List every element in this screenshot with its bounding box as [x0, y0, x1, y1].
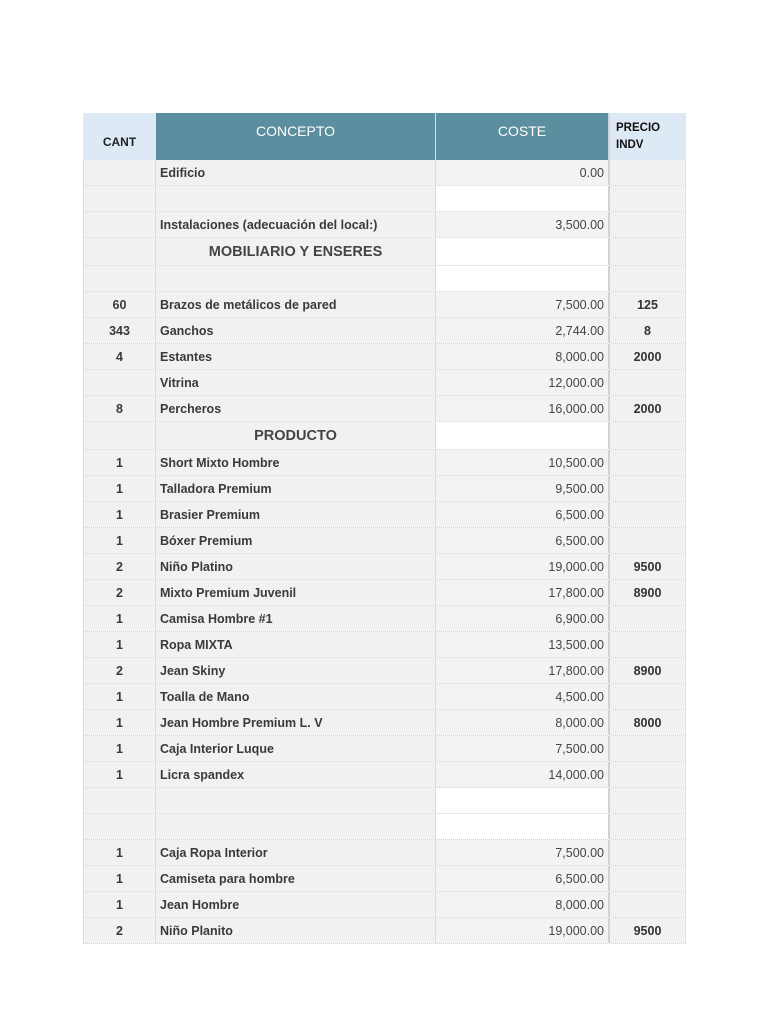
header-concepto[interactable]: CONCEPTO: [156, 113, 436, 160]
cell-coste[interactable]: 19,000.00: [436, 918, 610, 943]
cell-cant[interactable]: [83, 238, 156, 265]
cell-cant[interactable]: 1: [83, 710, 156, 735]
cell-cant[interactable]: 1: [83, 736, 156, 761]
table-row: [83, 736, 686, 762]
cell-concepto[interactable]: Niño Planito: [156, 918, 436, 943]
table-row: [83, 658, 686, 684]
cell-concepto[interactable]: [156, 186, 436, 211]
table-row: [83, 554, 686, 580]
cell-coste[interactable]: 6,900.00: [436, 606, 610, 631]
section-header-row: [83, 238, 686, 266]
cell-coste[interactable]: 8,000.00: [436, 892, 610, 917]
cell-coste[interactable]: [436, 814, 610, 839]
cell-concepto[interactable]: PRODUCTO: [156, 422, 436, 449]
cell-precio[interactable]: [610, 762, 686, 787]
cell-concepto[interactable]: Talladora Premium: [156, 476, 436, 501]
table-row: [83, 788, 686, 814]
cell-concepto[interactable]: Niño Platino: [156, 554, 436, 579]
cell-cant[interactable]: [83, 814, 156, 839]
section-header-row: [83, 422, 686, 450]
table-row: [83, 370, 686, 396]
cell-cant[interactable]: 1: [83, 476, 156, 501]
cell-precio[interactable]: [610, 370, 686, 395]
cell-cant[interactable]: 1: [83, 528, 156, 553]
cell-cant[interactable]: 4: [83, 344, 156, 369]
cell-concepto[interactable]: Toalla de Mano: [156, 684, 436, 709]
table-row: [83, 266, 686, 292]
header-precio-line1: PRECIO: [616, 121, 661, 134]
header-precio-line2: INDV: [616, 138, 644, 151]
table-row: [83, 814, 686, 840]
cell-coste[interactable]: 10,500.00: [436, 450, 610, 475]
cell-concepto[interactable]: [156, 814, 436, 839]
cell-concepto[interactable]: Caja Ropa Interior: [156, 840, 436, 865]
cell-precio[interactable]: [610, 422, 686, 449]
table-row: [83, 502, 686, 528]
cell-coste[interactable]: [436, 422, 610, 449]
cell-coste[interactable]: 0.00: [436, 160, 610, 185]
cell-coste[interactable]: 4,500.00: [436, 684, 610, 709]
cell-coste[interactable]: 7,500.00: [436, 736, 610, 761]
cell-coste[interactable]: 6,500.00: [436, 866, 610, 891]
cell-cant[interactable]: 60: [83, 292, 156, 317]
table-row: [83, 476, 686, 502]
table-row: [83, 632, 686, 658]
cell-precio[interactable]: [610, 892, 686, 917]
table-row: [83, 762, 686, 788]
cell-precio[interactable]: 8000: [610, 710, 686, 735]
cell-cant[interactable]: 1: [83, 762, 156, 787]
cell-coste[interactable]: [436, 788, 610, 813]
table-row: [83, 292, 686, 318]
cell-precio[interactable]: 9500: [610, 554, 686, 579]
cell-precio[interactable]: 2000: [610, 396, 686, 421]
table-row: [83, 892, 686, 918]
cell-cant[interactable]: 2: [83, 658, 156, 683]
table-body: [83, 160, 686, 944]
cell-precio[interactable]: 8900: [610, 580, 686, 605]
cell-concepto[interactable]: Licra spandex: [156, 762, 436, 787]
table-row: [83, 344, 686, 370]
cell-precio[interactable]: [610, 788, 686, 813]
cell-precio[interactable]: [610, 684, 686, 709]
cell-concepto[interactable]: [156, 788, 436, 813]
cell-coste[interactable]: [436, 186, 610, 211]
cell-concepto[interactable]: [156, 266, 436, 291]
cell-cant[interactable]: 2: [83, 580, 156, 605]
cell-concepto[interactable]: Caja Interior Luque: [156, 736, 436, 761]
cell-precio[interactable]: [610, 866, 686, 891]
cell-coste[interactable]: 7,500.00: [436, 840, 610, 865]
cell-cant[interactable]: 1: [83, 502, 156, 527]
cell-precio[interactable]: [610, 238, 686, 265]
cell-precio[interactable]: [610, 212, 686, 237]
table-header: [83, 113, 686, 160]
cell-precio[interactable]: 8: [610, 318, 686, 343]
cell-precio[interactable]: [610, 186, 686, 211]
cell-concepto[interactable]: Camiseta para hombre: [156, 866, 436, 891]
cell-coste[interactable]: 17,800.00: [436, 580, 610, 605]
table-row: [83, 866, 686, 892]
cell-cant[interactable]: 2: [83, 554, 156, 579]
cell-coste[interactable]: 16,000.00: [436, 396, 610, 421]
cell-coste[interactable]: 6,500.00: [436, 528, 610, 553]
cell-precio[interactable]: 8900: [610, 658, 686, 683]
cell-concepto[interactable]: Mixto Premium Juvenil: [156, 580, 436, 605]
cell-coste[interactable]: [436, 266, 610, 291]
cell-concepto[interactable]: Ganchos: [156, 318, 436, 343]
table-row: [83, 396, 686, 422]
table-row: [83, 684, 686, 710]
spreadsheet-table: [83, 113, 686, 944]
cell-precio[interactable]: [610, 502, 686, 527]
cell-coste[interactable]: 3,500.00: [436, 212, 610, 237]
cell-cant[interactable]: [83, 422, 156, 449]
header-cant[interactable]: CANT: [83, 113, 156, 160]
header-precio-indv[interactable]: [610, 113, 686, 160]
cell-concepto[interactable]: Jean Hombre: [156, 892, 436, 917]
cell-precio[interactable]: [610, 814, 686, 839]
cell-cant[interactable]: [83, 160, 156, 185]
cell-precio[interactable]: [610, 160, 686, 185]
cell-concepto[interactable]: Estantes: [156, 344, 436, 369]
table-row: [83, 840, 686, 866]
cell-cant[interactable]: [83, 212, 156, 237]
cell-cant[interactable]: 1: [83, 450, 156, 475]
cell-cant[interactable]: 1: [83, 684, 156, 709]
cell-concepto[interactable]: Brazos de metálicos de pared: [156, 292, 436, 317]
cell-concepto[interactable]: Ropa MIXTA: [156, 632, 436, 657]
cell-cant[interactable]: 2: [83, 918, 156, 943]
cell-concepto[interactable]: Bóxer Premium: [156, 528, 436, 553]
cell-coste[interactable]: 8,000.00: [436, 344, 610, 369]
cell-precio[interactable]: [610, 266, 686, 291]
cell-precio[interactable]: 2000: [610, 344, 686, 369]
cell-cant[interactable]: 1: [83, 632, 156, 657]
cell-concepto[interactable]: Edificio: [156, 160, 436, 185]
cell-concepto[interactable]: Jean Hombre Premium L. V: [156, 710, 436, 735]
cell-coste[interactable]: 2,744.00: [436, 318, 610, 343]
table-row: [83, 918, 686, 944]
cell-cant[interactable]: [83, 266, 156, 291]
table-row: [83, 450, 686, 476]
cell-cant[interactable]: [83, 186, 156, 211]
cell-cant[interactable]: [83, 370, 156, 395]
cell-coste[interactable]: 8,000.00: [436, 710, 610, 735]
table-row: [83, 318, 686, 344]
cell-coste[interactable]: 17,800.00: [436, 658, 610, 683]
cell-precio[interactable]: 9500: [610, 918, 686, 943]
cell-precio[interactable]: [610, 528, 686, 553]
cell-concepto[interactable]: Vitrina: [156, 370, 436, 395]
cell-precio[interactable]: [610, 632, 686, 657]
cell-precio[interactable]: [610, 450, 686, 475]
cell-precio[interactable]: [610, 840, 686, 865]
cell-coste[interactable]: 19,000.00: [436, 554, 610, 579]
cell-precio[interactable]: [610, 476, 686, 501]
cell-precio[interactable]: [610, 736, 686, 761]
cell-precio[interactable]: [610, 606, 686, 631]
table-row: [83, 160, 686, 186]
header-coste[interactable]: COSTE: [436, 113, 610, 160]
cell-concepto[interactable]: Short Mixto Hombre: [156, 450, 436, 475]
cell-cant[interactable]: 1: [83, 840, 156, 865]
cell-concepto[interactable]: Instalaciones (adecuación del local:): [156, 212, 436, 237]
cell-concepto[interactable]: Jean Skiny: [156, 658, 436, 683]
cell-coste[interactable]: [436, 238, 610, 265]
cell-concepto[interactable]: Percheros: [156, 396, 436, 421]
table-row: [83, 186, 686, 212]
cell-cant[interactable]: 1: [83, 866, 156, 891]
table-row: [83, 212, 686, 238]
table-row: [83, 606, 686, 632]
cell-concepto[interactable]: MOBILIARIO Y ENSERES: [156, 238, 436, 265]
cell-coste[interactable]: 12,000.00: [436, 370, 610, 395]
cell-coste[interactable]: 13,500.00: [436, 632, 610, 657]
cell-cant[interactable]: 1: [83, 606, 156, 631]
cell-coste[interactable]: 9,500.00: [436, 476, 610, 501]
cell-cant[interactable]: 343: [83, 318, 156, 343]
cell-coste[interactable]: 6,500.00: [436, 502, 610, 527]
cell-cant[interactable]: 8: [83, 396, 156, 421]
table-row: [83, 710, 686, 736]
cell-cant[interactable]: 1: [83, 892, 156, 917]
cell-cant[interactable]: [83, 788, 156, 813]
cell-concepto[interactable]: Camisa Hombre #1: [156, 606, 436, 631]
cell-coste[interactable]: 7,500.00: [436, 292, 610, 317]
cell-concepto[interactable]: Brasier Premium: [156, 502, 436, 527]
cell-coste[interactable]: 14,000.00: [436, 762, 610, 787]
cell-precio[interactable]: 125: [610, 292, 686, 317]
table-row: [83, 580, 686, 606]
table-row: [83, 528, 686, 554]
